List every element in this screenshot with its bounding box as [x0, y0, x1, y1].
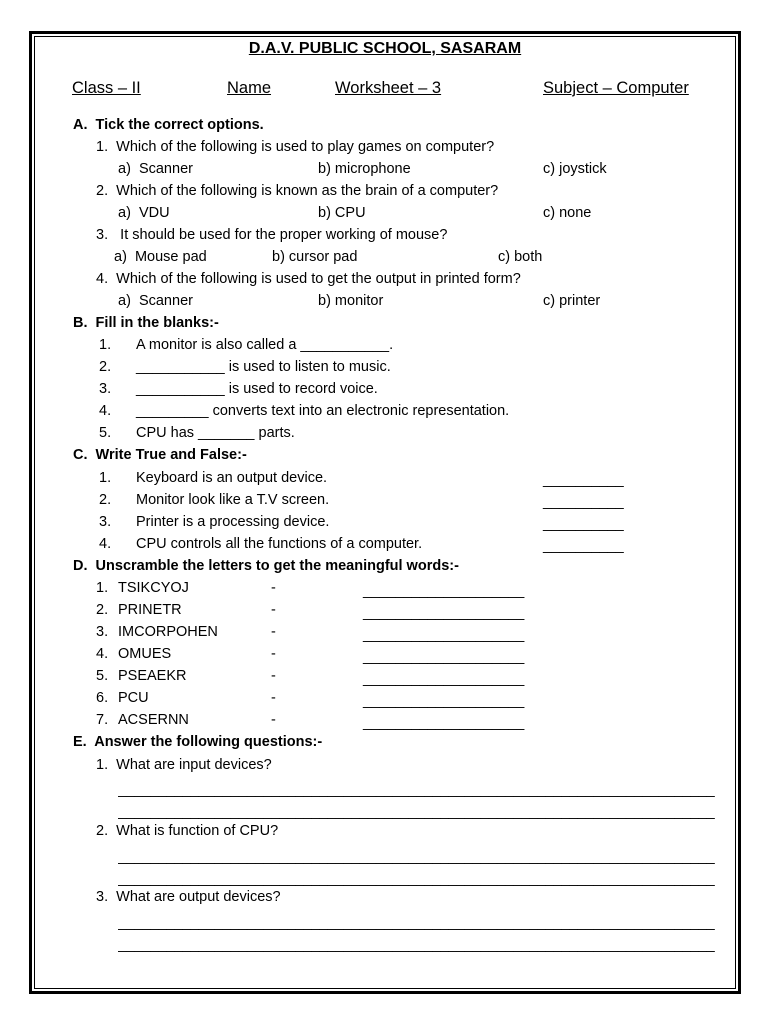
answer-line: __________	[543, 494, 624, 510]
answer-line: __________________________________________________________________________	[118, 782, 715, 798]
answer-line: ____________________	[363, 649, 525, 665]
option-b: b) monitor	[318, 293, 384, 309]
dash: -	[271, 668, 276, 684]
question-a3: 3. It should be used for the proper working of mouse?	[96, 227, 448, 243]
option-b: b) CPU	[318, 205, 366, 221]
option-b: b) cursor pad	[272, 249, 358, 265]
dash: -	[271, 624, 276, 640]
scrambled-word: TSIKCYOJ	[118, 580, 189, 596]
answer-line: __________	[543, 538, 624, 554]
school-title: D.A.V. PUBLIC SCHOOL, SASARAM	[248, 40, 522, 57]
option-a: a) Mouse pad	[114, 249, 207, 265]
dash: -	[271, 646, 276, 662]
answer-line: __________________________________________________________________________	[118, 937, 715, 953]
item-number: 4.	[99, 536, 112, 552]
item-number: 1.	[96, 580, 109, 596]
section-a-heading: A. Tick the correct options.	[73, 117, 264, 133]
item-number: 7.	[96, 712, 109, 728]
scrambled-word: PCU	[118, 690, 149, 706]
option-c: c) both	[498, 249, 543, 265]
item-number: 3.	[99, 381, 112, 397]
section-e-heading: E. Answer the following questions:-	[73, 734, 323, 750]
item-number: 1.	[99, 470, 112, 486]
fill-blank-item: ___________ is used to listen to music.	[136, 359, 391, 375]
answer-line: __________	[543, 472, 624, 488]
dash: -	[271, 712, 276, 728]
option-b: b) microphone	[318, 161, 411, 177]
question-a1: 1. Which of the following is used to play games on computer?	[96, 139, 495, 155]
scrambled-word: PRINETR	[118, 602, 182, 618]
answer-line: ____________________	[363, 583, 525, 599]
item-number: 1.	[99, 337, 112, 353]
item-number: 6.	[96, 690, 109, 706]
item-number: 3.	[99, 514, 112, 530]
class-label: Class – II	[72, 79, 141, 97]
worksheet-label: Worksheet – 3	[335, 79, 442, 97]
answer-line: ____________________	[363, 627, 525, 643]
item-number: 5.	[96, 668, 109, 684]
section-b-heading: B. Fill in the blanks:-	[73, 315, 219, 331]
question-e3: 3. What are output devices?	[96, 889, 281, 905]
fill-blank-item: CPU has _______ parts.	[136, 425, 295, 441]
item-number: 4.	[96, 646, 109, 662]
item-number: 2.	[96, 602, 109, 618]
dash: -	[271, 602, 276, 618]
option-a: a) Scanner	[118, 161, 193, 177]
dash: -	[271, 690, 276, 706]
answer-line: __________________________________________________________________________	[118, 804, 715, 820]
true-false-item: CPU controls all the functions of a computer.	[136, 536, 423, 552]
answer-line: __________________________________________________________________________	[118, 915, 715, 931]
answer-line: ____________________	[363, 693, 525, 709]
answer-line: __________________________________________________________________________	[118, 871, 715, 887]
fill-blank-item: _________ converts text into an electronic representation.	[136, 403, 510, 419]
section-d-heading: D. Unscramble the letters to get the meaningful words:-	[73, 558, 459, 574]
section-c-heading: C. Write True and False:-	[73, 447, 247, 463]
item-number: 3.	[96, 624, 109, 640]
answer-line: __________________________________________________________________________	[118, 849, 715, 865]
option-a: a) VDU	[118, 205, 170, 221]
scrambled-word: PSEAEKR	[118, 668, 187, 684]
scrambled-word: IMCORPOHEN	[118, 624, 218, 640]
option-a: a) Scanner	[118, 293, 193, 309]
item-number: 2.	[99, 359, 112, 375]
dash: -	[271, 580, 276, 596]
scrambled-word: OMUES	[118, 646, 172, 662]
answer-line: __________	[543, 516, 624, 532]
item-number: 5.	[99, 425, 112, 441]
option-c: c) none	[543, 205, 592, 221]
item-number: 2.	[99, 492, 112, 508]
fill-blank-item: ___________ is used to record voice.	[136, 381, 378, 397]
subject-label: Subject – Computer	[543, 79, 689, 97]
true-false-item: Monitor look like a T.V screen.	[136, 492, 330, 508]
question-e1: 1. What are input devices?	[96, 757, 272, 773]
option-c: c) printer	[543, 293, 601, 309]
question-a4: 4. Which of the following is used to get the output in printed form?	[96, 271, 521, 287]
true-false-item: Keyboard is an output device.	[136, 470, 328, 486]
item-number: 4.	[99, 403, 112, 419]
true-false-item: Printer is a processing device.	[136, 514, 330, 530]
answer-line: ____________________	[363, 671, 525, 687]
answer-line: ____________________	[363, 605, 525, 621]
question-e2: 2. What is function of CPU?	[96, 823, 279, 839]
answer-line: ____________________	[363, 715, 525, 731]
question-a2: 2. Which of the following is known as the brain of a computer?	[96, 183, 499, 199]
fill-blank-item: A monitor is also called a ___________.	[136, 337, 394, 353]
option-c: c) joystick	[543, 161, 607, 177]
name-label: Name	[227, 79, 272, 97]
scrambled-word: ACSERNN	[118, 712, 189, 728]
